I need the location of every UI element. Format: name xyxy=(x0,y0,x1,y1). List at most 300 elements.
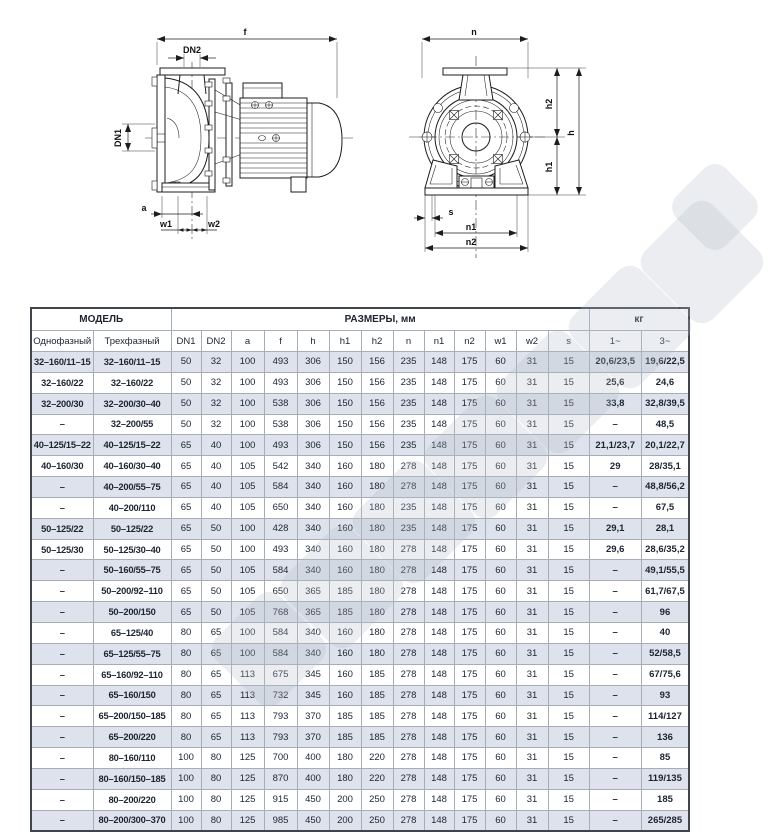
cell-weight: 21,1/23,7 xyxy=(589,435,641,456)
table-row xyxy=(31,789,689,810)
cell-dimension: 50 xyxy=(171,352,201,373)
cell-three-phase-model: 40–200/55–75 xyxy=(93,477,171,498)
pump-foot xyxy=(162,183,215,192)
cell-dimension: 180 xyxy=(361,643,393,664)
col-header-s: s xyxy=(548,331,589,352)
pump-dimensions-table xyxy=(30,307,690,832)
cell-dimension: 148 xyxy=(424,414,454,435)
cell-dimension: 370 xyxy=(297,727,329,748)
cell-dimension: 60 xyxy=(485,352,516,373)
cell-dimension: 160 xyxy=(329,664,361,685)
cell-dimension: 180 xyxy=(329,748,361,769)
dim-label-h2: h2 xyxy=(544,98,554,110)
dim-label-n2: n2 xyxy=(465,237,477,247)
cell-weight: – xyxy=(589,727,641,748)
table-row xyxy=(31,748,689,769)
table-row xyxy=(31,414,689,435)
cell-dimension: 185 xyxy=(361,685,393,706)
cell-dimension: 15 xyxy=(548,414,589,435)
cell-dimension: 584 xyxy=(264,477,297,498)
table-row xyxy=(31,372,689,393)
cell-dimension: 220 xyxy=(361,748,393,769)
cell-dimension: 100 xyxy=(171,789,201,810)
cell-dimension: 50 xyxy=(201,539,231,560)
cell-weight: 29,1 xyxy=(589,518,641,539)
cell-dimension: 60 xyxy=(485,477,516,498)
col-header-kg-3ph: 3~ xyxy=(641,331,689,352)
cell-dimension: 50 xyxy=(171,372,201,393)
cell-weight: – xyxy=(589,497,641,518)
cell-dimension: 584 xyxy=(264,643,297,664)
cell-dimension: 65 xyxy=(171,518,201,539)
cell-dimension: 200 xyxy=(329,810,361,831)
cell-weight: – xyxy=(589,477,641,498)
cell-dimension: 650 xyxy=(264,497,297,518)
cell-dimension: 60 xyxy=(485,581,516,602)
col-header-f: f xyxy=(264,331,297,352)
cell-dimension: 80 xyxy=(201,789,231,810)
cell-dimension: 148 xyxy=(424,372,454,393)
table-row xyxy=(31,560,689,581)
cell-dimension: 15 xyxy=(548,497,589,518)
cell-dimension: 100 xyxy=(171,768,201,789)
cell-single-phase-model: – xyxy=(31,789,93,810)
cell-dimension: 32 xyxy=(201,414,231,435)
cell-dimension: 60 xyxy=(485,602,516,623)
cell-dimension: 175 xyxy=(454,560,485,581)
cell-dimension: 235 xyxy=(393,352,424,373)
dimensions-group-header: РАЗМЕРЫ, мм xyxy=(171,308,589,331)
cell-dimension: 175 xyxy=(454,372,485,393)
cell-three-phase-model: 32–200/30–40 xyxy=(93,393,171,414)
cell-dimension: 650 xyxy=(264,581,297,602)
terminal-box xyxy=(243,83,282,98)
cell-dimension: 185 xyxy=(361,706,393,727)
cell-dimension: 113 xyxy=(231,706,264,727)
cell-single-phase-model: – xyxy=(31,497,93,518)
dim-label-dn1: DN1 xyxy=(113,128,123,148)
cell-dimension: 250 xyxy=(361,810,393,831)
cell-single-phase-model: – xyxy=(31,602,93,623)
cell-dimension: 15 xyxy=(548,664,589,685)
cell-dimension: 148 xyxy=(424,352,454,373)
table-row xyxy=(31,539,689,560)
cell-dimension: 493 xyxy=(264,372,297,393)
cell-weight: – xyxy=(589,602,641,623)
cell-weight: 32,8/39,5 xyxy=(641,393,689,414)
cell-dimension: 40 xyxy=(201,497,231,518)
flange-support xyxy=(459,75,493,100)
cell-dimension: 113 xyxy=(231,727,264,748)
cell-dimension: 15 xyxy=(548,518,589,539)
cell-dimension: 160 xyxy=(329,477,361,498)
cell-weight: 20,6/23,5 xyxy=(589,352,641,373)
cell-dimension: 31 xyxy=(516,539,548,560)
cell-single-phase-model: 40–125/15–22 xyxy=(31,435,93,456)
cell-dimension: 340 xyxy=(297,456,329,477)
cell-three-phase-model: 50–200/92–110 xyxy=(93,581,171,602)
dim-label-w1: w1 xyxy=(159,219,173,229)
cell-dimension: 80 xyxy=(171,685,201,706)
cell-dimension: 175 xyxy=(454,810,485,831)
cell-dimension: 180 xyxy=(361,456,393,477)
table-row xyxy=(31,352,689,373)
cell-dimension: 306 xyxy=(297,372,329,393)
cell-three-phase-model: 65–125/40 xyxy=(93,622,171,643)
table-row xyxy=(31,810,689,831)
cell-dimension: 365 xyxy=(297,581,329,602)
cell-three-phase-model: 65–160/150 xyxy=(93,685,171,706)
cell-dimension: 185 xyxy=(361,727,393,748)
col-header-w2: w2 xyxy=(516,331,548,352)
cell-three-phase-model: 50–160/55–75 xyxy=(93,560,171,581)
cell-dimension: 235 xyxy=(393,372,424,393)
discharge-flange xyxy=(160,68,225,75)
cell-dimension: 278 xyxy=(393,685,424,706)
table-row xyxy=(31,685,689,706)
cell-dimension: 31 xyxy=(516,435,548,456)
cell-dimension: 65 xyxy=(171,560,201,581)
cell-three-phase-model: 40–160/30–40 xyxy=(93,456,171,477)
col-header-dn2: DN2 xyxy=(201,331,231,352)
cell-dimension: 15 xyxy=(548,560,589,581)
cell-dimension: 185 xyxy=(329,706,361,727)
cell-dimension: 428 xyxy=(264,518,297,539)
table-row xyxy=(31,643,689,664)
cell-dimension: 278 xyxy=(393,622,424,643)
table-row xyxy=(31,768,689,789)
cell-dimension: 200 xyxy=(329,789,361,810)
cell-dimension: 100 xyxy=(231,435,264,456)
cell-dimension: 493 xyxy=(264,539,297,560)
table-row xyxy=(31,664,689,685)
cell-dimension: 180 xyxy=(361,602,393,623)
table-row xyxy=(31,727,689,748)
cell-dimension: 160 xyxy=(329,518,361,539)
cell-dimension: 15 xyxy=(548,435,589,456)
cell-dimension: 100 xyxy=(231,372,264,393)
cell-weight: 40 xyxy=(641,622,689,643)
cell-dimension: 180 xyxy=(329,768,361,789)
cell-dimension: 340 xyxy=(297,518,329,539)
pump-front-view-drawing xyxy=(405,8,705,276)
cell-dimension: 185 xyxy=(329,602,361,623)
cell-dimension: 65 xyxy=(171,435,201,456)
cell-weight: – xyxy=(589,581,641,602)
cell-dimension: 235 xyxy=(393,393,424,414)
cell-dimension: 50 xyxy=(201,560,231,581)
col-header-dn1: DN1 xyxy=(171,331,201,352)
cell-dimension: 148 xyxy=(424,768,454,789)
cell-dimension: 175 xyxy=(454,393,485,414)
cell-weight: 265/285 xyxy=(641,810,689,831)
cell-dimension: 105 xyxy=(231,560,264,581)
cell-dimension: 278 xyxy=(393,768,424,789)
cell-dimension: 175 xyxy=(454,414,485,435)
cell-single-phase-model: – xyxy=(31,414,93,435)
table-row xyxy=(31,706,689,727)
cell-dimension: 175 xyxy=(454,643,485,664)
top-discharge-flange xyxy=(443,68,507,75)
cell-dimension: 870 xyxy=(264,768,297,789)
cell-weight: 49,1/55,5 xyxy=(641,560,689,581)
cell-weight: 96 xyxy=(641,602,689,623)
cell-dimension: 584 xyxy=(264,560,297,581)
cell-weight: 61,7/67,5 xyxy=(641,581,689,602)
cell-weight: 28,1 xyxy=(641,518,689,539)
dim-label-h: h xyxy=(566,130,576,136)
cell-dimension: 340 xyxy=(297,643,329,664)
cell-dimension: 113 xyxy=(231,664,264,685)
cell-dimension: 65 xyxy=(171,456,201,477)
cell-dimension: 148 xyxy=(424,602,454,623)
cell-dimension: 365 xyxy=(297,602,329,623)
cell-dimension: 31 xyxy=(516,810,548,831)
suction-flange xyxy=(157,75,165,192)
cell-single-phase-model: 32–200/30 xyxy=(31,393,93,414)
cell-dimension: 31 xyxy=(516,602,548,623)
cell-weight: 114/127 xyxy=(641,706,689,727)
cell-dimension: 156 xyxy=(361,414,393,435)
cell-dimension: 160 xyxy=(329,560,361,581)
cell-weight: – xyxy=(589,810,641,831)
cell-dimension: 150 xyxy=(329,372,361,393)
cell-dimension: 768 xyxy=(264,602,297,623)
dim-label-dn2: DN2 xyxy=(182,45,202,55)
cell-dimension: 31 xyxy=(516,789,548,810)
cell-three-phase-model: 50–125/30–40 xyxy=(93,539,171,560)
col-header-w1: w1 xyxy=(485,331,516,352)
cell-dimension: 175 xyxy=(454,685,485,706)
cell-dimension: 31 xyxy=(516,706,548,727)
cell-dimension: 80 xyxy=(171,622,201,643)
cell-dimension: 60 xyxy=(485,414,516,435)
cell-dimension: 235 xyxy=(393,497,424,518)
cell-weight: 28/35,1 xyxy=(641,456,689,477)
cell-dimension: 31 xyxy=(516,664,548,685)
cell-dimension: 700 xyxy=(264,748,297,769)
cell-three-phase-model: 65–125/55–75 xyxy=(93,643,171,664)
cell-dimension: 278 xyxy=(393,810,424,831)
cell-dimension: 180 xyxy=(361,518,393,539)
cell-dimension: 278 xyxy=(393,727,424,748)
cell-dimension: 40 xyxy=(201,456,231,477)
pump-volute xyxy=(165,78,209,189)
cell-dimension: 15 xyxy=(548,456,589,477)
cell-dimension: 175 xyxy=(454,518,485,539)
cell-dimension: 15 xyxy=(548,581,589,602)
cell-single-phase-model: 50–125/22 xyxy=(31,518,93,539)
cell-dimension: 125 xyxy=(231,810,264,831)
cell-weight: 67,5 xyxy=(641,497,689,518)
cell-dimension: 65 xyxy=(201,664,231,685)
cell-dimension: 65 xyxy=(171,539,201,560)
cell-weight: 29,6 xyxy=(589,539,641,560)
cell-dimension: 65 xyxy=(201,643,231,664)
cell-single-phase-model: – xyxy=(31,706,93,727)
cell-dimension: 15 xyxy=(548,477,589,498)
cell-dimension: 60 xyxy=(485,497,516,518)
cell-single-phase-model: – xyxy=(31,727,93,748)
cell-dimension: 15 xyxy=(548,706,589,727)
cell-dimension: 985 xyxy=(264,810,297,831)
cell-dimension: 150 xyxy=(329,393,361,414)
cell-dimension: 278 xyxy=(393,664,424,685)
cell-dimension: 370 xyxy=(297,706,329,727)
cell-dimension: 32 xyxy=(201,393,231,414)
cell-dimension: 125 xyxy=(231,748,264,769)
cell-dimension: 60 xyxy=(485,622,516,643)
cell-three-phase-model: 65–200/220 xyxy=(93,727,171,748)
base-feet xyxy=(425,160,528,195)
cell-dimension: 65 xyxy=(171,581,201,602)
cell-dimension: 15 xyxy=(548,789,589,810)
cell-dimension: 278 xyxy=(393,456,424,477)
cell-dimension: 65 xyxy=(201,685,231,706)
cell-dimension: 156 xyxy=(361,372,393,393)
cell-weight: 67/75,6 xyxy=(641,664,689,685)
cell-dimension: 220 xyxy=(361,768,393,789)
cell-dimension: 160 xyxy=(329,497,361,518)
cell-dimension: 60 xyxy=(485,539,516,560)
col-header-h2: h2 xyxy=(361,331,393,352)
cell-dimension: 31 xyxy=(516,497,548,518)
cell-dimension: 584 xyxy=(264,622,297,643)
cell-dimension: 60 xyxy=(485,518,516,539)
cell-dimension: 542 xyxy=(264,456,297,477)
cell-dimension: 15 xyxy=(548,810,589,831)
cell-dimension: 306 xyxy=(297,352,329,373)
model-group-header: МОДЕЛЬ xyxy=(31,308,171,331)
motor-foot xyxy=(291,177,306,192)
cell-dimension: 80 xyxy=(201,748,231,769)
cell-dimension: 175 xyxy=(454,664,485,685)
table-row xyxy=(31,456,689,477)
cell-dimension: 148 xyxy=(424,748,454,769)
dim-label-n: n xyxy=(471,27,477,37)
table-row xyxy=(31,622,689,643)
dim-label-a: a xyxy=(141,203,147,213)
cell-dimension: 31 xyxy=(516,581,548,602)
cell-dimension: 175 xyxy=(454,622,485,643)
cell-dimension: 100 xyxy=(231,414,264,435)
cell-dimension: 538 xyxy=(264,393,297,414)
cell-dimension: 105 xyxy=(231,581,264,602)
cell-dimension: 60 xyxy=(485,435,516,456)
cell-dimension: 32 xyxy=(201,372,231,393)
cell-dimension: 148 xyxy=(424,581,454,602)
cell-dimension: 31 xyxy=(516,372,548,393)
cell-dimension: 175 xyxy=(454,539,485,560)
cell-weight: 85 xyxy=(641,748,689,769)
col-header-n1: n1 xyxy=(424,331,454,352)
cell-dimension: 915 xyxy=(264,789,297,810)
cell-dimension: 185 xyxy=(329,727,361,748)
cell-dimension: 148 xyxy=(424,810,454,831)
cell-dimension: 15 xyxy=(548,768,589,789)
cell-dimension: 148 xyxy=(424,789,454,810)
cell-weight: 136 xyxy=(641,727,689,748)
cell-three-phase-model: 40–125/15–22 xyxy=(93,435,171,456)
cell-weight: – xyxy=(589,706,641,727)
cell-single-phase-model: 50–125/30 xyxy=(31,539,93,560)
cell-dimension: 340 xyxy=(297,477,329,498)
cell-dimension: 15 xyxy=(548,372,589,393)
table-body xyxy=(31,352,689,832)
cell-dimension: 148 xyxy=(424,393,454,414)
cell-weight: – xyxy=(589,748,641,769)
cell-three-phase-model: 80–160/110 xyxy=(93,748,171,769)
cell-dimension: 148 xyxy=(424,560,454,581)
dim-label-w2: w2 xyxy=(207,219,221,229)
cell-dimension: 306 xyxy=(297,435,329,456)
cell-dimension: 400 xyxy=(297,748,329,769)
cell-single-phase-model: 32–160/22 xyxy=(31,372,93,393)
cell-dimension: 15 xyxy=(548,393,589,414)
cell-weight: 19,6/22,5 xyxy=(641,352,689,373)
cell-dimension: 100 xyxy=(171,810,201,831)
cell-dimension: 493 xyxy=(264,352,297,373)
cell-three-phase-model: 32–160/22 xyxy=(93,372,171,393)
cell-dimension: 340 xyxy=(297,497,329,518)
cell-three-phase-model: 32–200/55 xyxy=(93,414,171,435)
col-header-three-phase: Трехфазный xyxy=(93,331,171,352)
cell-dimension: 148 xyxy=(424,706,454,727)
col-header-single-phase: Однофазный xyxy=(31,331,93,352)
cell-dimension: 148 xyxy=(424,456,454,477)
cell-dimension: 100 xyxy=(231,393,264,414)
cell-single-phase-model: 32–160/11–15 xyxy=(31,352,93,373)
cell-weight: – xyxy=(589,643,641,664)
cell-dimension: 675 xyxy=(264,664,297,685)
cell-dimension: 15 xyxy=(548,602,589,623)
cell-dimension: 60 xyxy=(485,664,516,685)
cell-dimension: 50 xyxy=(201,581,231,602)
cell-dimension: 31 xyxy=(516,643,548,664)
cell-dimension: 31 xyxy=(516,622,548,643)
cell-dimension: 15 xyxy=(548,685,589,706)
cell-three-phase-model: 65–200/150–185 xyxy=(93,706,171,727)
cell-dimension: 50 xyxy=(171,414,201,435)
cell-weight: 48,8/56,2 xyxy=(641,477,689,498)
cell-dimension: 278 xyxy=(393,706,424,727)
cell-single-phase-model: – xyxy=(31,643,93,664)
cell-dimension: 175 xyxy=(454,706,485,727)
cell-single-phase-model: – xyxy=(31,748,93,769)
cell-weight: – xyxy=(589,560,641,581)
cell-weight: 93 xyxy=(641,685,689,706)
cell-weight: 48,5 xyxy=(641,414,689,435)
table-row xyxy=(31,497,689,518)
cell-weight: – xyxy=(589,414,641,435)
table-row xyxy=(31,393,689,414)
cell-dimension: 105 xyxy=(231,602,264,623)
cell-dimension: 105 xyxy=(231,497,264,518)
cell-three-phase-model: 32–160/11–15 xyxy=(93,352,171,373)
cell-dimension: 105 xyxy=(231,456,264,477)
cell-dimension: 160 xyxy=(329,643,361,664)
cell-three-phase-model: 40–200/110 xyxy=(93,497,171,518)
cell-dimension: 31 xyxy=(516,748,548,769)
cell-dimension: 148 xyxy=(424,685,454,706)
cell-dimension: 60 xyxy=(485,560,516,581)
cell-dimension: 65 xyxy=(201,727,231,748)
cell-weight: – xyxy=(589,789,641,810)
cell-dimension: 60 xyxy=(485,456,516,477)
cell-weight: 52/58,5 xyxy=(641,643,689,664)
cell-dimension: 345 xyxy=(297,664,329,685)
cell-dimension: 538 xyxy=(264,414,297,435)
